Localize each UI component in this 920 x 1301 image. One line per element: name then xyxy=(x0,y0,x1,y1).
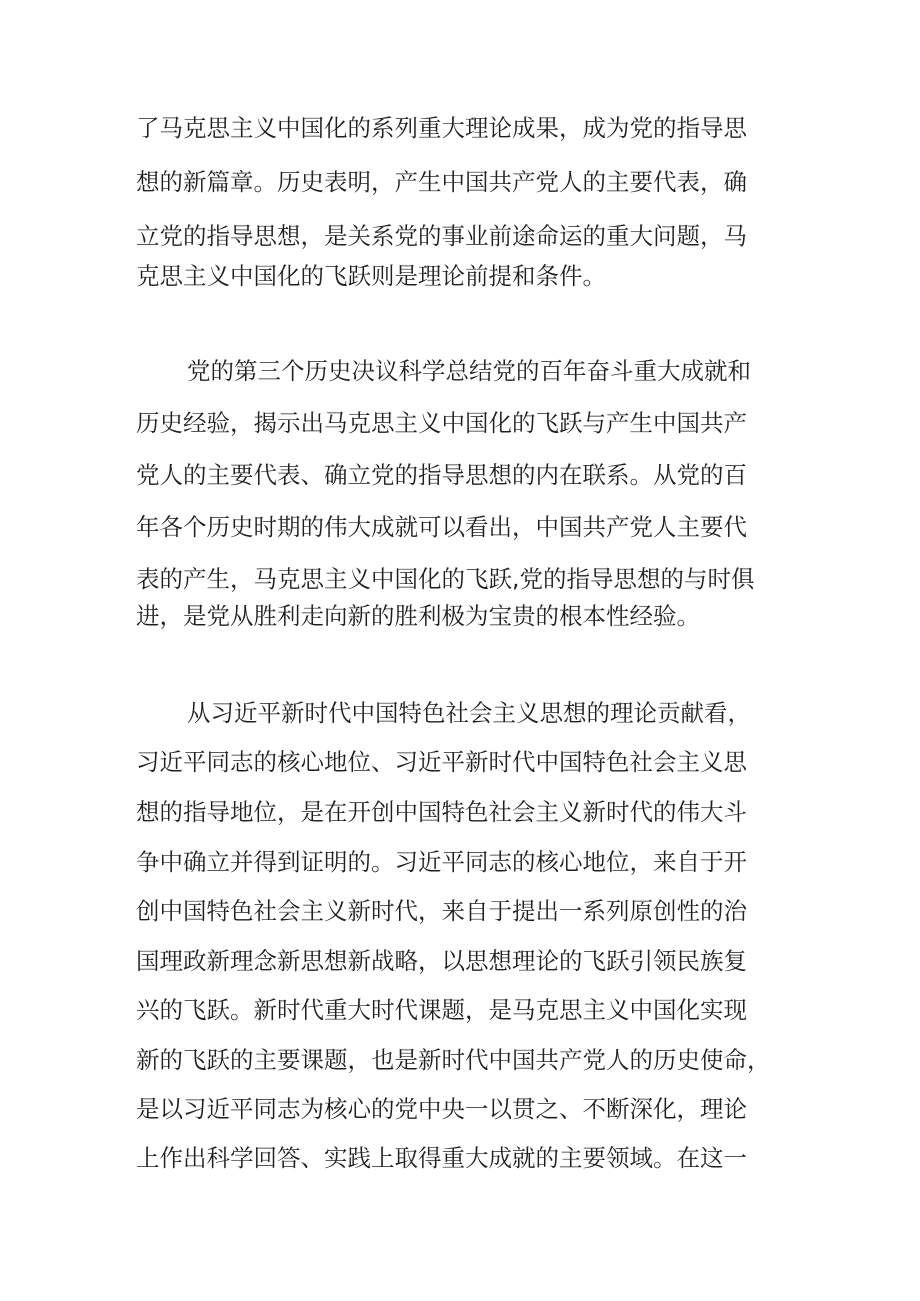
text-line: 从习近平新时代中国特色社会主义思想的理论贡献看， xyxy=(187,699,751,727)
text-line: 表的产生，马克思主义中国化的飞跃,党的指导思想的与时俱 xyxy=(136,565,755,593)
text-line: 国理政新理念新思想新战略，以思想理论的飞跃引领民族复 xyxy=(136,947,747,975)
text-line: 立党的指导思想，是关系党的事业前途命运的重大问题，马 xyxy=(136,222,747,250)
text-line: 了马克思主义中国化的系列重大理论成果，成为党的指导思 xyxy=(136,114,747,142)
text-line: 是以习近平同志为核心的党中央一以贯之、不断深化，理论 xyxy=(136,1095,747,1123)
text-line: 年各个历史时期的伟大成就可以看出，中国共产党人主要代 xyxy=(136,513,747,541)
text-line: 历史经验，揭示出马克思主义中国化的飞跃与产生中国共产 xyxy=(136,409,747,437)
text-line: 创中国特色社会主义新时代，来自于提出一系列原创性的治 xyxy=(136,897,747,925)
text-line: 新的飞跃的主要课题，也是新时代中国共产党人的历史使命， xyxy=(136,1046,771,1074)
text-line: 进，是党从胜利走向新的胜利极为宝贵的根本性经验。 xyxy=(136,602,700,630)
text-line: 克思主义中国化的飞跃则是理论前提和条件。 xyxy=(136,262,606,290)
text-line: 习近平同志的核心地位、习近平新时代中国特色社会主义思 xyxy=(136,748,747,776)
text-line: 想的指导地位，是在开创中国特色社会主义新时代的伟大斗 xyxy=(136,798,747,826)
text-line: 争中确立并得到证明的。习近平同志的核心地位，来自于开 xyxy=(136,848,747,876)
text-line: 党的第三个历史决议科学总结党的百年奋斗重大成就和 xyxy=(187,357,751,385)
text-line: 上作出科学回答、实践上取得重大成就的主要领域。在这一 xyxy=(136,1144,747,1172)
text-line: 想的新篇章。历史表明，产生中国共产党人的主要代表，确 xyxy=(136,168,747,196)
text-line: 兴的飞跃。新时代重大时代课题，是马克思主义中国化实现 xyxy=(136,996,747,1024)
text-line: 党人的主要代表、确立党的指导思想的内在联系。从党的百 xyxy=(136,461,747,489)
